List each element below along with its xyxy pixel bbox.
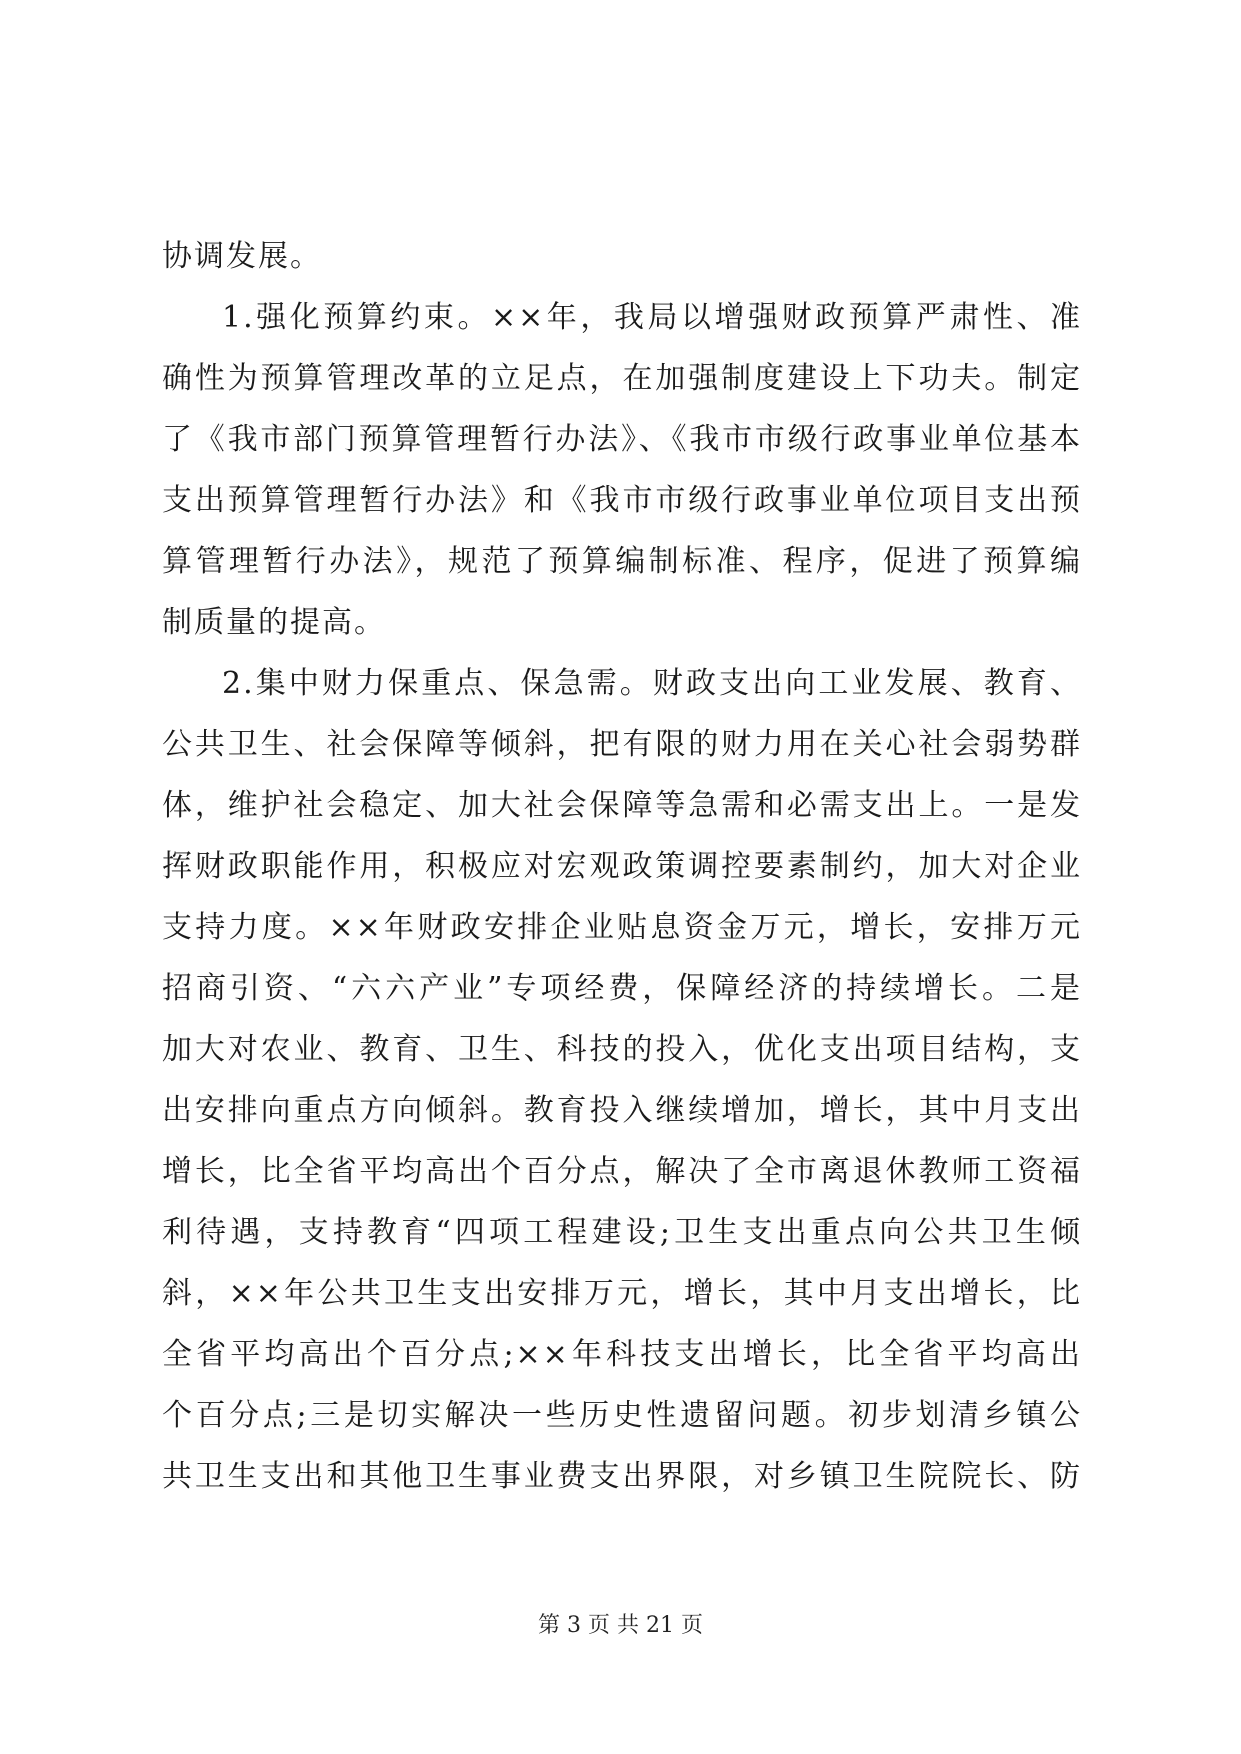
text-line: 协调发展。 <box>162 239 322 274</box>
text-line: 支出预算管理暂行办法》和《我市市级行政事业单位项目支出预 <box>162 483 1082 518</box>
text-line: 公共卫生、社会保障等倾斜，把有限的财力用在关心社会弱势群 <box>162 727 1082 762</box>
text-line: 加大对农业、教育、卫生、科技的投入，优化支出项目结构，支 <box>162 1032 1082 1067</box>
text-line: 挥财政职能作用，积极应对宏观政策调控要素制约，加大对企业 <box>162 849 1082 884</box>
text-line: 出安排向重点方向倾斜。教育投入继续增加，增长，其中月支出 <box>162 1093 1082 1128</box>
text-line: 斜，××年公共卫生支出安排万元，增长，其中月支出增长，比 <box>162 1276 1082 1311</box>
text-line: 共卫生支出和其他卫生事业费支出界限，对乡镇卫生院院长、防 <box>162 1459 1082 1494</box>
text-line: 了《我市部门预算管理暂行办法》、《我市市级行政事业单位基本 <box>162 422 1082 457</box>
text-line: 确性为预算管理改革的立足点，在加强制度建设上下功夫。制定 <box>162 361 1082 396</box>
text-line: 体，维护社会稳定、加大社会保障等急需和必需支出上。一是发 <box>162 788 1082 823</box>
page-number-label: 第 3 页 共 21 页 <box>538 1613 703 1638</box>
page-footer <box>0 1608 1241 1639</box>
text-line: 支持力度。××年财政安排企业贴息资金万元，增长，安排万元 <box>162 910 1082 945</box>
text-line: 2.集中财力保重点、保急需。财政支出向工业发展、教育、 <box>222 666 1082 701</box>
text-line: 个百分点;三是切实解决一些历史性遗留问题。初步划清乡镇公 <box>162 1398 1082 1433</box>
text-line: 全省平均高出个百分点;××年科技支出增长，比全省平均高出 <box>162 1337 1082 1372</box>
text-line: 1.强化预算约束。××年，我局以增强财政预算严肃性、准 <box>222 300 1082 335</box>
text-line: 制质量的提高。 <box>162 605 386 640</box>
text-line: 招商引资、“六六产业”专项经费，保障经济的持续增长。二是 <box>162 971 1082 1006</box>
text-line: 利待遇，支持教育“四项工程建设;卫生支出重点向公共卫生倾 <box>162 1215 1082 1250</box>
text-line: 增长，比全省平均高出个百分点，解决了全市离退休教师工资福 <box>162 1154 1082 1189</box>
text-line: 算管理暂行办法》，规范了预算编制标准、程序，促进了预算编 <box>162 544 1082 579</box>
document-body <box>162 226 1082 1507</box>
